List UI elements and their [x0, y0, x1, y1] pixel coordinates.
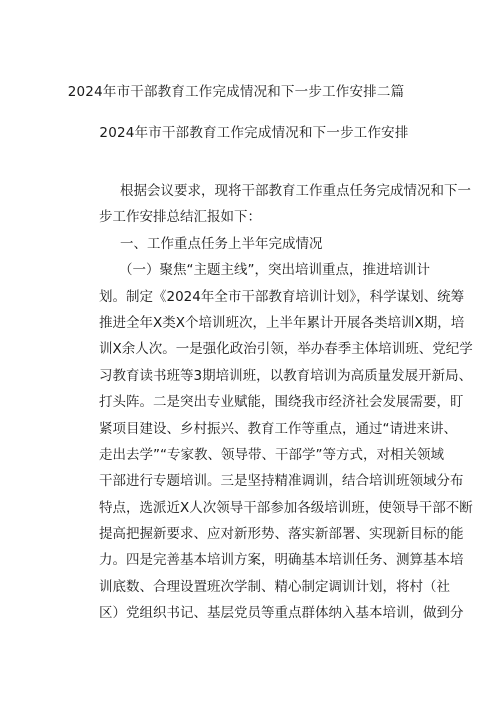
body-line: 走出去学”“专家教、领导带、干部学”等方式，对相关领域	[99, 446, 444, 463]
body-line: 步工作安排总结汇报如下：	[99, 209, 261, 226]
body-line: 紧项目建设、乡村振兴、教育工作等重点，通过“请进来讲、	[99, 420, 457, 437]
body-line: 划。制定《2024年全市干部教育培训计划》，科学谋划、统筹	[99, 288, 465, 305]
body-line: 训底数、合理设置班次学制、精心制定调训计划，将村（社	[99, 578, 450, 595]
body-line: 提高把握新要求、应对新形势、落实新部署、实现新目标的能	[99, 526, 464, 543]
body-line: 推进全年X类X个培训班次，上半年累计开展各类培训X期，培	[99, 314, 465, 331]
body-line: 区）党组织书记、基层党员等重点群体纳入基本培训，做到分	[99, 605, 464, 622]
body-line: 干部进行专题培训。三是坚持精准调训，结合培训班领域分布	[99, 473, 464, 490]
body-line: 习教育读书班等3期培训班，以教育培训为高质量发展开新局、	[99, 367, 473, 384]
document-main-title: 2024年市干部教育工作完成情况和下一步工作安排二篇	[67, 84, 405, 100]
body-line: 根据会议要求，现将干部教育工作重点任务完成情况和下一	[120, 183, 471, 199]
document-body	[99, 178, 473, 627]
body-line: 打头阵。二是突出专业赋能，围绕我市经济社会发展需要，盯	[99, 394, 464, 411]
subsection-heading: （一）聚焦“主题主线”，突出培训重点，推进培训计	[119, 262, 430, 279]
document-sub-title: 2024年市干部教育工作完成情况和下一步工作安排	[99, 125, 409, 141]
body-line: 特点，选派近X人次领导干部参加各级培训班，使领导干部不断	[99, 499, 473, 516]
body-line: 力。四是完善基本培训方案，明确基本培训任务、测算基本培	[99, 552, 464, 569]
section-heading: 一、工作重点任务上半年完成情况	[120, 235, 323, 252]
body-line: 训X余人次。一是强化政治引领，举办春季主体培训班、党纪学	[99, 341, 473, 358]
